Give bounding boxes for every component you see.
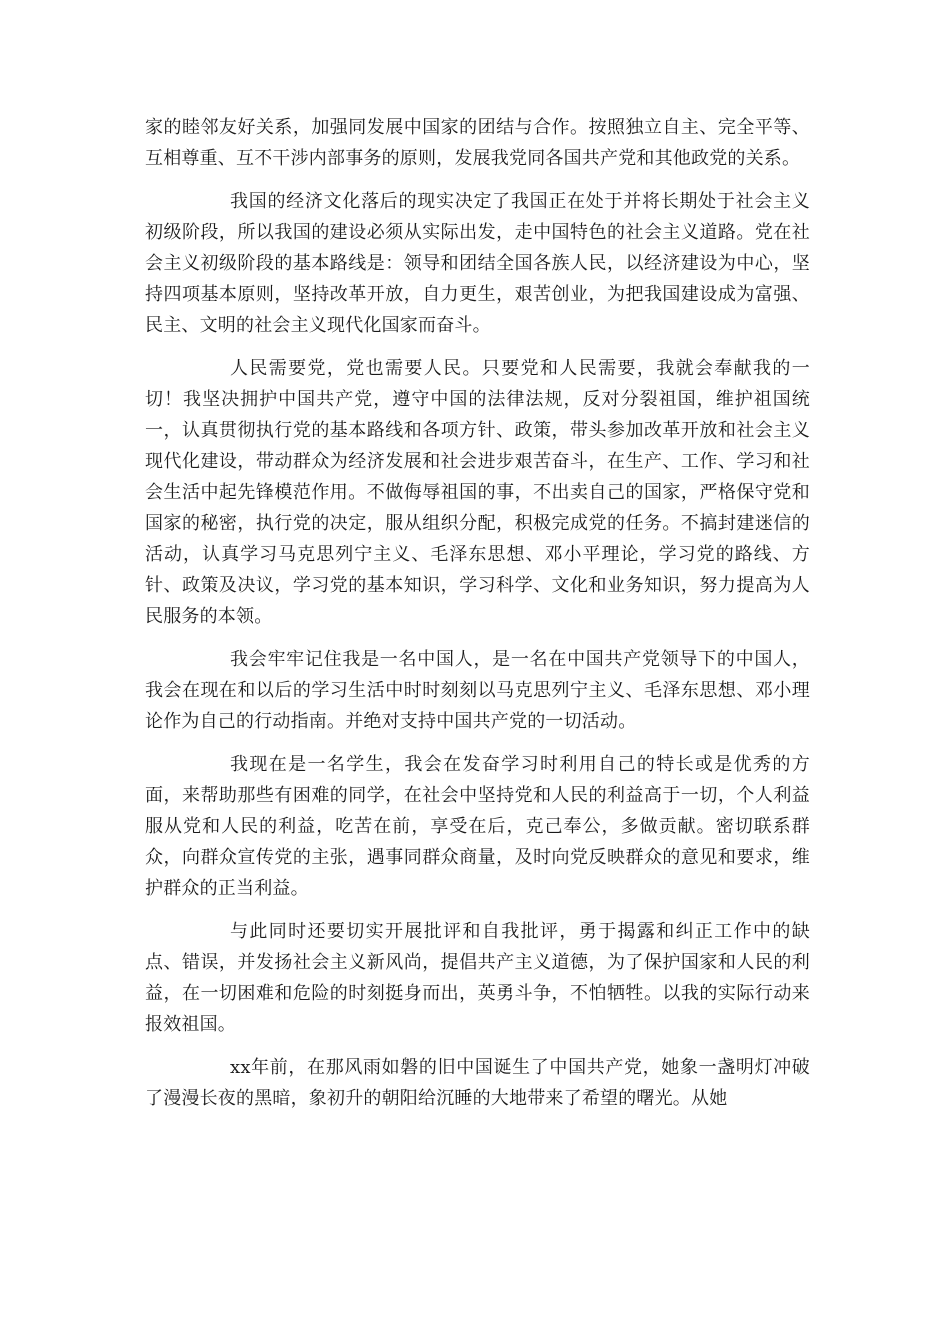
paragraph-1: 家的睦邻友好关系，加强同发展中国家的团结与合作。按照独立自主、完全平等、互相尊重、互不干涉内部事务的原则，发展我党同各国共产党和其他政党的关系。 <box>145 117 810 169</box>
paragraph-5: 我现在是一名学生，我会在发奋学习时利用自己的特长或是优秀的方面，来帮助那些有困难的同学，在社会中坚持党和人民的利益高于一切，个人利益服从党和人民的利益，吃苦在前，享受在后，克己奉公，多做贡献。密切联系群众，向群众宣传党的主张，遇事同群众商量，及时向党反映群众的意见和要求，维护群众的正当利益。 <box>145 754 810 899</box>
document-body <box>145 112 810 1126</box>
paragraph-2: 我国的经济文化落后的现实决定了我国正在处于并将长期处于社会主义初级阶段，所以我国的建设必须从实际出发，走中国特色的社会主义道路。党在社会主义初级阶段的基本路线是：领导和团结全国各族人民，以经济建设为中心，坚持四项基本原则，坚持改革开放，自力更生，艰苦创业，为把我国建设成为富强、民主、文明的社会主义现代化国家而奋斗。 <box>145 191 810 336</box>
paragraph-6: 与此同时还要切实开展批评和自我批评，勇于揭露和纠正工作中的缺点、错误，并发扬社会主义新风尚，提倡共产主义道德，为了保护国家和人民的利益，在一切困难和危险的时刻挺身而出，英勇斗争，不怕牺牲。以我的实际行动来报效祖国。 <box>145 921 810 1035</box>
paragraph-7: xx年前，在那风雨如磐的旧中国诞生了中国共产党，她象一盏明灯冲破了漫漫长夜的黑暗，象初升的朝阳给沉睡的大地带来了希望的曙光。从她 <box>145 1057 810 1109</box>
paragraph-4: 我会牢牢记住我是一名中国人，是一名在中国共产党领导下的中国人，我会在现在和以后的学习生活中时时刻刻以马克思列宁主义、毛泽东思想、邓小理论作为自己的行动指南。并绝对支持中国共产党的一切活动。 <box>145 649 810 732</box>
paragraph-3: 人民需要党，党也需要人民。只要党和人民需要，我就会奉献我的一切！我坚决拥护中国共产党，遵守中国的法律法规，反对分裂祖国，维护祖国统一，认真贯彻执行党的基本路线和各项方针、政策，带头参加改革开放和社会主义现代化建设，带动群众为经济发展和社会进步艰苦奋斗，在生产、工作、学习和社会生活中起先锋模范作用。不做侮辱祖国的事，不出卖自己的国家，严格保守党和国家的秘密，执行党的决定，服从组织分配，积极完成党的任务。不搞封建迷信的活动，认真学习马克思列宁主义、毛泽东思想、邓小平理论，学习党的路线、方针、政策及决议，学习党的基本知识，学习科学、文化和业务知识，努力提高为人民服务的本领。 <box>145 358 810 627</box>
